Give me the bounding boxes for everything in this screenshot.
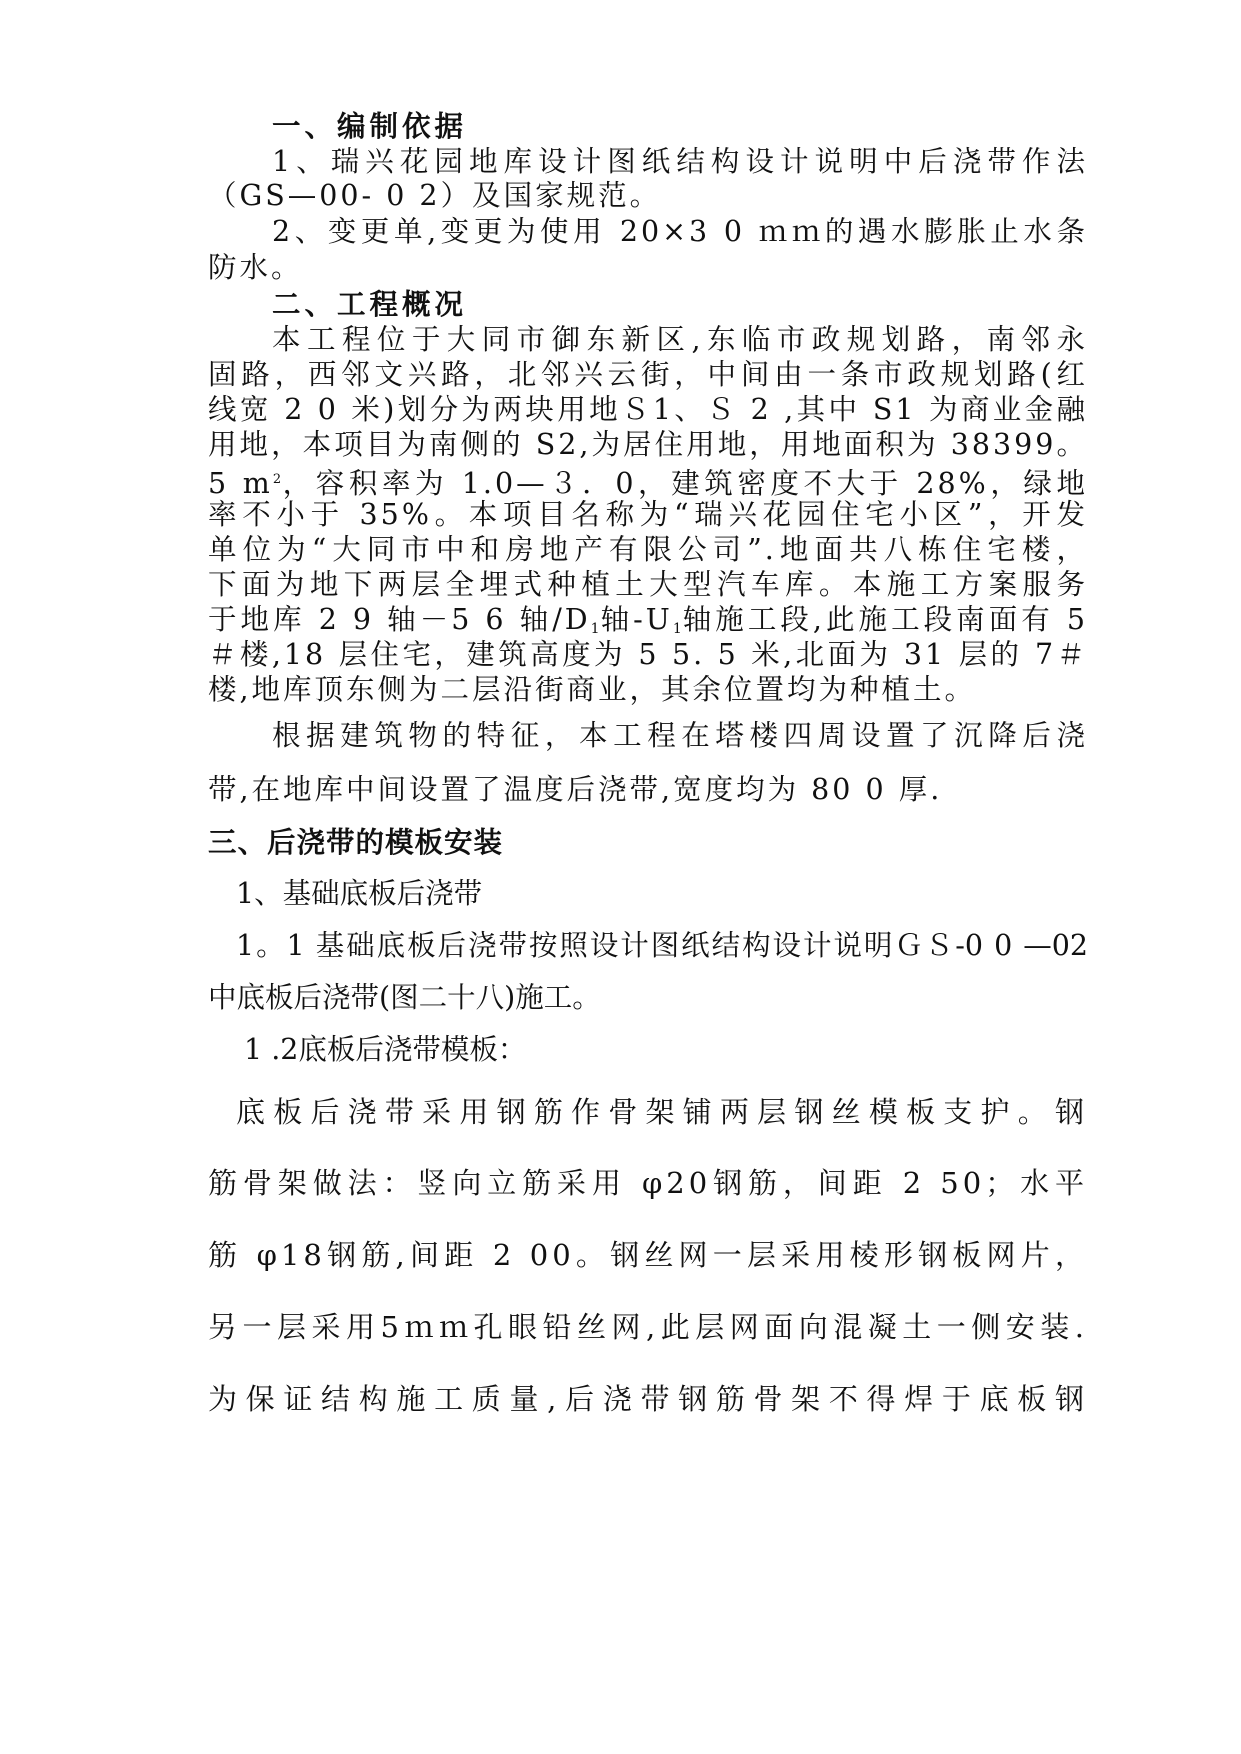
formwork-line-1: 底板后浇带采用钢筋作骨架铺两层钢丝模板支护。钢 [236,1095,1088,1129]
basis-item-2-line-1: 2、变更单,变更为使用 20×3 0 ｍｍ的遇水膨胀止水条 [272,215,1088,248]
overview-line-6: 率不小于 35%。本项目名称为“瑞兴花园住宅小区”，开发 [208,498,1088,531]
section-heading-formwork: 三、后浇带的模板安装 [208,825,504,859]
subsection-1-2-title: 1 .2底板后浇带模板： [244,1033,527,1066]
overview-para2-line-1: 根据建筑物的特征，本工程在塔楼四周设置了沉降后浇 [272,719,1088,752]
overview-line-4: 用地，本项目为南侧的 S2,为居住用地，用地面积为 38399。 [208,428,1088,461]
basis-item-2-line-2: 防水。 [208,251,303,284]
basis-item-1-line-1: 1、瑞兴花园地库设计图纸结构设计说明中后浇带作法 [272,145,1088,178]
section-heading-basis: 一、编制依据 [272,109,468,143]
formwork-line-5: 为保证结构施工质量,后浇带钢筋骨架不得焊于底板钢 [208,1382,1088,1416]
basis-item-1-line-2: （GS—00- 0 2）及国家规范。 [208,179,662,212]
overview-line-1: 本工程位于大同市御东新区,东临市政规划路，南邻永 [272,323,1088,356]
overview-line-9: 于地库 2 9 轴－5 6 轴$/D_1$轴$-U_1$轴施工段,此施工段南面有 5 [208,603,1088,637]
subsection-1-1-line-2: 中底板后浇带(图二十八)施工。 [208,981,601,1014]
overview-line-7: 单位为“大同市中和房地产有限公司”.地面共八栋住宅楼， [208,533,1088,566]
superscript-2: 2 [272,472,282,487]
subsection-1-1-line-1: 1。1 基础底板后浇带按照设计图纸结构设计说明ＧＳ-0 0 —02 [236,929,1088,962]
overview-line-3: 线宽 2 0 米)划分为两块用地Ｓ1、Ｓ 2 ,其中 S1 为商业金融 [208,393,1088,426]
formwork-line-2: 筋骨架做法：竖向立筋采用 φ20钢筋，间距 2 50；水平 [208,1166,1088,1200]
overview-line-5: 5 $m^2$，容积率为 1.0—３．0，建筑密度不大于 28%，绿地 [208,467,1088,500]
formwork-line-3: 筋 φ18钢筋,间距 2 00。钢丝网一层采用棱形钢板网片， [208,1238,1088,1272]
overview-line-11: 楼,地库顶东侧为二层沿街商业，其余位置均为种植土。 [208,673,977,706]
section-heading-overview: 二、工程概况 [272,287,468,321]
subsection-1-title: 1、基础底板后浇带 [236,877,483,910]
formwork-line-4: 另一层采用5ｍｍ孔眼铅丝网,此层网面向混凝土一侧安装. [208,1310,1088,1344]
overview-para2-line-2: 带,在地库中间设置了温度后浇带,宽度均为 80 0 厚. [208,773,943,806]
overview-line-2: 固路，西邻文兴路，北邻兴云街，中间由一条市政规划路(红 [208,358,1088,391]
overview-line-8: 下面为地下两层全埋式种植土大型汽车库。本施工方案服务 [208,568,1088,601]
overview-line-10: ＃楼,18 层住宅，建筑高度为 5 5. 5 米,北面为 31 层的 7＃ [208,638,1088,671]
